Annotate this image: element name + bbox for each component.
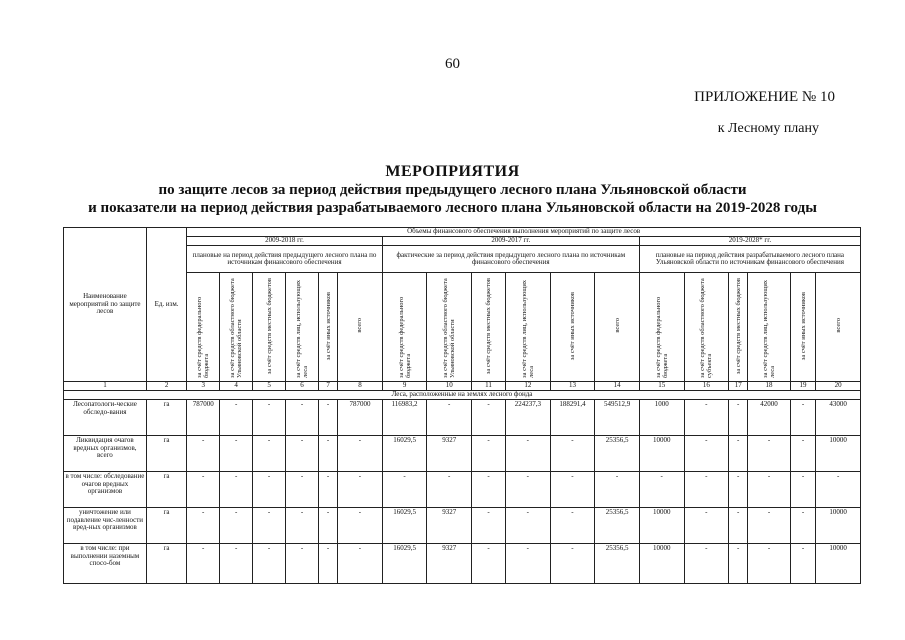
value-cell: - — [684, 472, 729, 508]
value-cell: - — [220, 508, 253, 544]
column-number: 5 — [253, 382, 286, 391]
subheader-planned-new: плановые на период действия разрабатываемого лесного плана Ульяновской области по источникам финансового обеспечения — [639, 246, 860, 273]
value-cell: - — [748, 436, 791, 472]
appendix-reference: к Лесному плану — [717, 121, 819, 136]
value-cell: - — [187, 508, 220, 544]
appendix-label: ПРИЛОЖЕНИЕ № 10 — [694, 89, 835, 105]
column-numbers-row — [64, 382, 861, 391]
source-header: за счёт иных источников — [319, 273, 338, 382]
value-cell: - — [506, 508, 551, 544]
value-cell: - — [187, 436, 220, 472]
value-cell: 16029,5 — [382, 508, 427, 544]
source-header: всего — [338, 273, 383, 382]
column-number: 7 — [319, 382, 338, 391]
value-cell: - — [382, 472, 427, 508]
value-cell: - — [319, 508, 338, 544]
value-cell: - — [338, 544, 383, 584]
value-cell: - — [506, 544, 551, 584]
value-cell: - — [790, 508, 816, 544]
table-body — [64, 400, 861, 584]
column-number: 16 — [684, 382, 729, 391]
subheader-planned-previous: плановые на период действия предыдущего лесного плана по источникам финансового обеспечения — [187, 246, 383, 273]
activity-name: Ликвидация очагов вредных организмов, всего — [64, 436, 147, 472]
value-cell: - — [338, 472, 383, 508]
value-cell: 787000 — [338, 400, 383, 436]
value-cell: 787000 — [187, 400, 220, 436]
source-header: за счёт средств федерального бюджета — [382, 273, 427, 382]
source-header: за счёт иных источников — [790, 273, 816, 382]
column-number: 11 — [472, 382, 506, 391]
value-cell: - — [748, 544, 791, 584]
value-cell: 10000 — [816, 544, 861, 584]
table-row — [64, 472, 861, 508]
title-line-2: по защите лесов за период действия предыдущего лесного плана Ульяновской области — [158, 182, 747, 198]
source-header: за счёт средств местных бюджетов — [729, 273, 748, 382]
value-cell: - — [729, 544, 748, 584]
table-row — [64, 400, 861, 436]
value-cell: - — [319, 544, 338, 584]
value-cell: - — [472, 472, 506, 508]
column-number: 6 — [286, 382, 319, 391]
value-cell: - — [253, 472, 286, 508]
value-cell: 549512,9 — [595, 400, 640, 436]
value-cell: - — [319, 400, 338, 436]
value-cell: - — [220, 400, 253, 436]
value-cell: - — [729, 436, 748, 472]
value-cell: - — [790, 472, 816, 508]
value-cell: - — [684, 508, 729, 544]
value-cell: - — [286, 436, 319, 472]
value-cell: - — [472, 436, 506, 472]
value-cell: - — [220, 436, 253, 472]
value-cell: 10000 — [816, 508, 861, 544]
value-cell: - — [748, 472, 791, 508]
value-cell: 116983,2 — [382, 400, 427, 436]
source-header: за счёт средств лиц, использующих леса — [748, 273, 791, 382]
source-header: всего — [816, 273, 861, 382]
activity-name: в том числе: при выполнении наземным спосо-бом — [64, 544, 147, 584]
value-cell: - — [286, 472, 319, 508]
value-cell: 43000 — [816, 400, 861, 436]
value-cell: - — [684, 436, 729, 472]
header-activity-name: Наименование мероприятий по защите лесов — [64, 228, 147, 382]
value-cell: - — [427, 400, 472, 436]
value-cell: - — [253, 436, 286, 472]
value-cell: 42000 — [748, 400, 791, 436]
value-cell: 1000 — [639, 400, 684, 436]
value-cell: - — [220, 544, 253, 584]
document-title — [0, 163, 905, 217]
value-cell: - — [729, 472, 748, 508]
value-cell: - — [472, 508, 506, 544]
column-number: 19 — [790, 382, 816, 391]
column-number: 18 — [748, 382, 791, 391]
value-cell: - — [472, 544, 506, 584]
unit-cell: га — [146, 472, 186, 508]
value-cell: - — [338, 436, 383, 472]
value-cell: 10000 — [639, 544, 684, 584]
value-cell: 16029,5 — [382, 544, 427, 584]
source-header: за счёт средств областного бюджета Ульяновской области — [427, 273, 472, 382]
activity-name: уничтожение или подавление чис-ленности вред-ных организмов — [64, 508, 147, 544]
unit-cell: га — [146, 400, 186, 436]
value-cell: - — [550, 508, 595, 544]
title-line-3: и показатели на период действия разрабатываемого лесного плана Ульяновской области на 2019-2028 годы — [88, 200, 817, 216]
header-period-planned-previous: 2009-2018 гг. — [187, 237, 383, 246]
value-cell: - — [319, 436, 338, 472]
value-cell: - — [187, 472, 220, 508]
activity-name: в том числе: обследование очагов вредных организмов — [64, 472, 147, 508]
value-cell: 188291,4 — [550, 400, 595, 436]
value-cell: - — [748, 508, 791, 544]
column-number: 9 — [382, 382, 427, 391]
value-cell: - — [253, 508, 286, 544]
value-cell: - — [684, 544, 729, 584]
value-cell: - — [427, 472, 472, 508]
value-cell: - — [187, 544, 220, 584]
value-cell: - — [595, 472, 640, 508]
value-cell: 224237,3 — [506, 400, 551, 436]
column-number: 4 — [220, 382, 253, 391]
value-cell: - — [729, 508, 748, 544]
value-cell: - — [253, 544, 286, 584]
value-cell: 25356,5 — [595, 508, 640, 544]
column-number: 15 — [639, 382, 684, 391]
value-cell: - — [286, 400, 319, 436]
value-cell: - — [506, 472, 551, 508]
value-cell: - — [220, 472, 253, 508]
column-number: 10 — [427, 382, 472, 391]
value-cell: 10000 — [639, 508, 684, 544]
value-cell: 10000 — [639, 436, 684, 472]
value-cell: - — [550, 472, 595, 508]
value-cell: - — [790, 400, 816, 436]
value-cell: - — [550, 436, 595, 472]
source-header: за счёт иных источников — [550, 273, 595, 382]
value-cell: - — [506, 436, 551, 472]
value-cell: 25356,5 — [595, 436, 640, 472]
header-unit: Ед. изм. — [146, 228, 186, 382]
table-row — [64, 508, 861, 544]
title-line-1: МЕРОПРИЯТИЯ — [385, 163, 520, 180]
column-number: 1 — [64, 382, 147, 391]
value-cell: 9327 — [427, 508, 472, 544]
value-cell: 16029,5 — [382, 436, 427, 472]
source-header: за счёт средств местных бюджетов — [472, 273, 506, 382]
activity-name: Лесопатологи-ческие обследо-вания — [64, 400, 147, 436]
value-cell: - — [790, 544, 816, 584]
column-number: 20 — [816, 382, 861, 391]
column-number: 12 — [506, 382, 551, 391]
value-cell: 25356,5 — [595, 544, 640, 584]
column-number: 8 — [338, 382, 383, 391]
value-cell: - — [816, 472, 861, 508]
source-header: за счёт средств федерального бюджета — [187, 273, 220, 382]
column-number: 17 — [729, 382, 748, 391]
header-period-planned-new: 2019-2028* гг. — [639, 237, 860, 246]
value-cell: - — [550, 544, 595, 584]
value-cell: 10000 — [816, 436, 861, 472]
column-number: 14 — [595, 382, 640, 391]
section-header: Леса, расположенные на землях лесного фонда — [64, 391, 861, 400]
column-number: 13 — [550, 382, 595, 391]
value-cell: - — [639, 472, 684, 508]
value-cell: - — [253, 400, 286, 436]
header-financing: Объемы финансового обеспечения выполнения мероприятий по защите лесов — [187, 228, 861, 237]
column-number: 3 — [187, 382, 220, 391]
value-cell: - — [729, 400, 748, 436]
value-cell: 9327 — [427, 436, 472, 472]
unit-cell: га — [146, 508, 186, 544]
table-row — [64, 544, 861, 584]
subheader-actual: фактические за период действия предыдущего лесного плана по источникам финансового обеспечения — [382, 246, 639, 273]
value-cell: - — [286, 544, 319, 584]
page-number: 60 — [445, 56, 460, 72]
value-cell: - — [338, 508, 383, 544]
table-row — [64, 436, 861, 472]
value-cell: 9327 — [427, 544, 472, 584]
source-header: за счёт средств федерального бюджета — [639, 273, 684, 382]
source-header: за счёт средств лиц, использующих леса — [286, 273, 319, 382]
unit-cell: га — [146, 436, 186, 472]
source-header: за счёт средств местных бюджетов — [253, 273, 286, 382]
source-header: за счёт средств областного бюджета субъекта — [684, 273, 729, 382]
header-period-actual: 2009-2017 гг. — [382, 237, 639, 246]
value-cell: - — [319, 472, 338, 508]
source-header: за счёт средств областного бюджета Ульяновской области — [220, 273, 253, 382]
unit-cell: га — [146, 544, 186, 584]
value-cell: - — [790, 436, 816, 472]
source-header: всего — [595, 273, 640, 382]
measures-table — [63, 227, 861, 584]
value-cell: - — [684, 400, 729, 436]
value-cell: - — [472, 400, 506, 436]
value-cell: - — [286, 508, 319, 544]
column-number: 2 — [146, 382, 186, 391]
source-header: за счёт средств лиц, использующих леса — [506, 273, 551, 382]
